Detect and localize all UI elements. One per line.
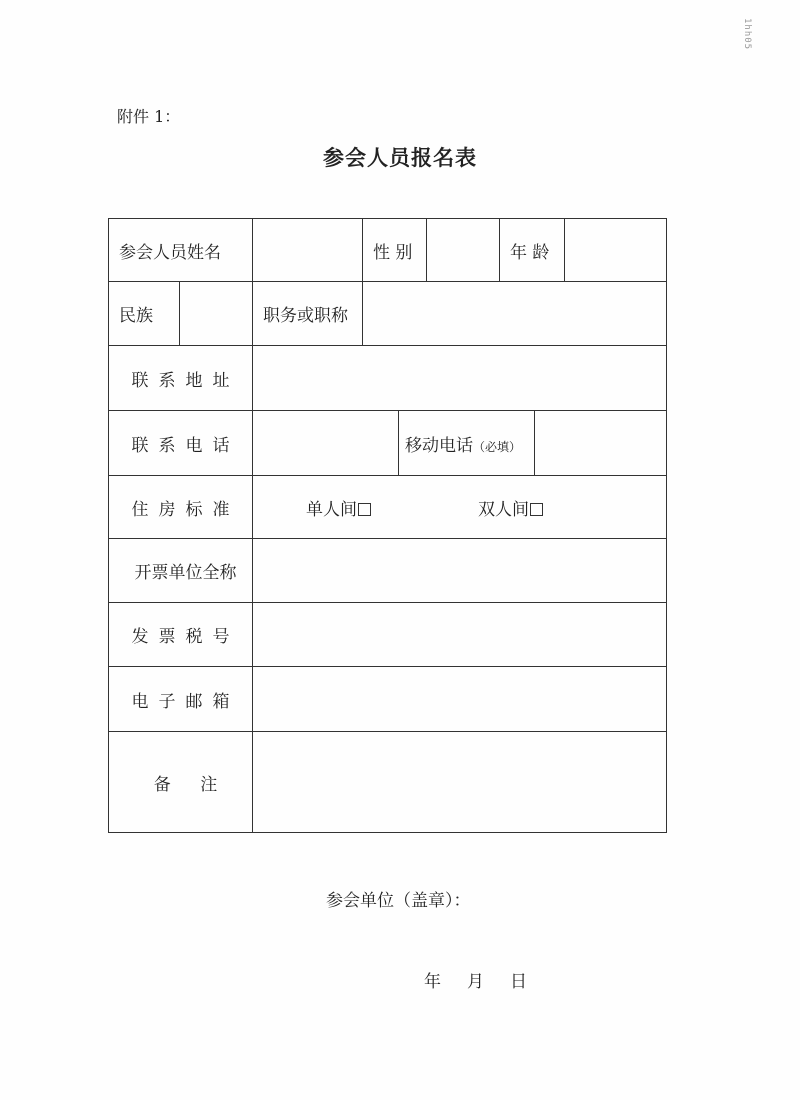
year-label: 年 bbox=[424, 972, 441, 992]
month-label: 月 bbox=[467, 972, 484, 992]
table-row bbox=[109, 219, 667, 282]
invoice-unit-field[interactable] bbox=[253, 539, 667, 603]
registration-form-table bbox=[108, 218, 667, 833]
table-row bbox=[109, 411, 667, 476]
double-room-option[interactable] bbox=[478, 495, 543, 520]
invoice-unit-label: 开票单位全称 bbox=[109, 539, 253, 603]
table-row bbox=[109, 732, 667, 833]
single-room-checkbox[interactable] bbox=[358, 503, 371, 516]
single-room-label: 单人间 bbox=[306, 499, 357, 520]
email-label: 电子邮箱 bbox=[109, 667, 253, 732]
tax-id-label: 发票税号 bbox=[109, 603, 253, 667]
table-row bbox=[109, 667, 667, 732]
remarks-label: 备 注 bbox=[109, 732, 253, 833]
address-field[interactable] bbox=[253, 346, 667, 411]
date-line bbox=[424, 967, 553, 992]
double-room-checkbox[interactable] bbox=[530, 503, 543, 516]
margin-note: 1hh05 bbox=[742, 18, 752, 51]
tax-id-field[interactable] bbox=[253, 603, 667, 667]
name-label: 参会人员姓名 bbox=[109, 219, 253, 282]
table-row bbox=[109, 282, 667, 346]
mobile-label-cell bbox=[399, 411, 535, 476]
day-label: 日 bbox=[510, 972, 527, 992]
position-field[interactable] bbox=[363, 282, 667, 346]
table-row bbox=[109, 539, 667, 603]
phone-field[interactable] bbox=[253, 411, 399, 476]
position-label: 职务或职称 bbox=[253, 282, 363, 346]
age-field[interactable] bbox=[565, 219, 667, 282]
unit-stamp-label: 参会单位（盖章）： bbox=[326, 891, 471, 911]
age-label: 年 龄 bbox=[500, 219, 565, 282]
gender-label: 性 别 bbox=[363, 219, 427, 282]
table-row bbox=[109, 603, 667, 667]
table-row bbox=[109, 346, 667, 411]
name-field[interactable] bbox=[253, 219, 363, 282]
remarks-field[interactable] bbox=[253, 732, 667, 833]
ethnicity-label: 民族 bbox=[109, 282, 180, 346]
mobile-field[interactable] bbox=[535, 411, 667, 476]
single-room-option[interactable] bbox=[306, 495, 478, 520]
housing-options bbox=[253, 476, 667, 539]
double-room-label: 双人间 bbox=[478, 499, 529, 520]
email-field[interactable] bbox=[253, 667, 667, 732]
table-row bbox=[109, 476, 667, 539]
mobile-required-note: （必填） bbox=[473, 439, 522, 454]
address-label: 联系地址 bbox=[109, 346, 253, 411]
gender-field[interactable] bbox=[427, 219, 500, 282]
housing-label: 住房标准 bbox=[109, 476, 253, 539]
phone-label: 联系电话 bbox=[109, 411, 253, 476]
page-title: 参会人员报名表 bbox=[323, 145, 477, 170]
ethnicity-field[interactable] bbox=[180, 282, 253, 346]
mobile-label: 移动电话 bbox=[405, 435, 473, 456]
attachment-label: 附件 1： bbox=[117, 107, 181, 126]
